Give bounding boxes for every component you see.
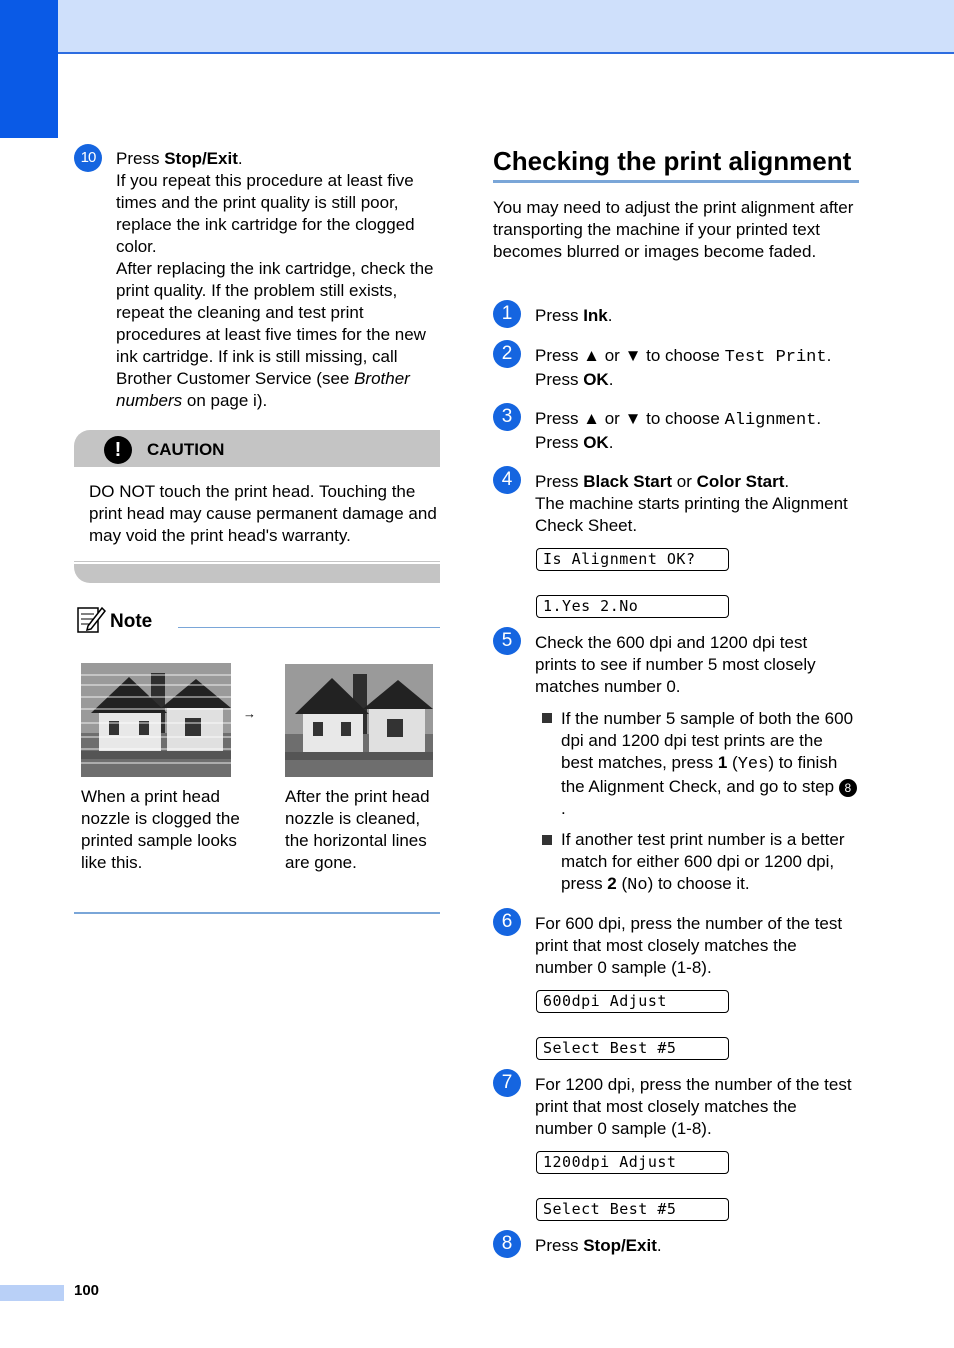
step-10-badge: 10 [74, 144, 102, 172]
caption-cleaned: After the print head nozzle is cleaned, the horizontal lines are gone. [285, 787, 430, 872]
caution-footer-bar [74, 564, 440, 583]
step-6-badge: 6 [493, 908, 521, 936]
footer-tab [0, 1285, 64, 1301]
note-end-rule [74, 912, 440, 914]
bullet-square-icon [542, 835, 552, 845]
section-heading: Checking the print alignment [493, 146, 852, 176]
step-8-text: Press Stop/Exit. [535, 1236, 662, 1255]
step-1-text: Press Ink. [535, 306, 613, 325]
step-7-badge: 7 [493, 1069, 521, 1097]
lcd-600dpi-select: Select Best #5 [536, 1037, 729, 1060]
caution-body: DO NOT touch the print head. Touching the print head may cause permanent damage and may void the print head's warranty. [89, 482, 437, 545]
lcd-yes-no: 1.Yes 2.No [536, 595, 729, 618]
step-3-text: Press ▲ or ▼ to choose Alignment. Press OK. [535, 409, 822, 452]
note-divider [178, 627, 440, 628]
step-3-badge: 3 [493, 403, 521, 431]
caption-clogged: When a print head nozzle is clogged the printed sample looks like this. [81, 787, 240, 872]
step-5-badge: 5 [493, 627, 521, 655]
note-pencil-icon [76, 604, 106, 634]
chapter-tab [0, 0, 58, 138]
lcd-1200dpi-select: Select Best #5 [536, 1198, 729, 1221]
note-title: Note [110, 611, 153, 632]
step-5-bullet-1: If the number 5 sample of both the 600 dpi and 1200 dpi test prints are the best matches, press 1 (Yes) to finish the Alignment Check, and go to step 8. [561, 708, 859, 820]
step-1-badge: 1 [493, 300, 521, 328]
step-5-bullet-2: If another test print number is a better match for either 600 dpi or 1200 dpi, press 2 (No) to choose it. [561, 830, 845, 895]
step-2-badge: 2 [493, 340, 521, 368]
caution-title: CAUTION [147, 440, 225, 459]
step-4-text: Press Black Start or Color Start. The machine starts printing the Alignment Check Sheet. [535, 472, 848, 535]
note-arrow: → [243, 706, 256, 721]
lcd-alignment-ok: Is Alignment OK? [536, 548, 729, 571]
warning-icon: ! [104, 436, 132, 464]
step-8-ref-icon: 8 [839, 779, 857, 797]
intro-text: You may need to adjust the print alignment after transporting the machine if your printed text becomes blurred or images become faded. [493, 198, 854, 261]
step-7-text: For 1200 dpi, press the number of the test print that most closely matches the number 0 sample (1-8). [535, 1075, 852, 1138]
step-10-text: Press Stop/Exit. If you repeat this procedure at least five times and the print quality is still poor, replace the ink cartridge for the clogged color. After replacing the ink cartridge, check the print quality. If the problem still exists, repeat the cleaning and test print procedures at least five times for the new ink cartridge. If ink is still missing, call Brother Customer Service (see Brother numbers on page i). [116, 148, 440, 412]
header-band [0, 0, 954, 54]
bullet-square-icon [542, 713, 552, 723]
step-10-para1: If you repeat this procedure at least five times and the print quality is still poor, replace the ink cartridge for the clogged color. [116, 171, 415, 256]
heading-underline [493, 180, 859, 183]
step-2-text: Press ▲ or ▼ to choose Test Print. Press OK. [535, 346, 832, 389]
caution-divider [74, 561, 440, 562]
lcd-1200dpi-adjust: 1200dpi Adjust [536, 1151, 729, 1174]
house-photo-clogged [81, 663, 231, 777]
step-10-para2: After replacing the ink cartridge, check the print quality. If the problem still exists, repeat the cleaning and test print procedures at least five times for the new ink cartridge. If ink is still missing, call Brother Customer Service (see Brother numbers on page i). [116, 259, 434, 410]
step-8-badge: 8 [493, 1230, 521, 1258]
page-number: 100 [74, 1282, 100, 1299]
step-5-text: Check the 600 dpi and 1200 dpi test prints to see if number 5 most closely matches number 0. [535, 633, 816, 696]
house-photo-cleaned [285, 664, 433, 777]
step-6-text: For 600 dpi, press the number of the test print that most closely matches the number 0 sample (1-8). [535, 914, 843, 977]
lcd-600dpi-adjust: 600dpi Adjust [536, 990, 729, 1013]
step-4-badge: 4 [493, 466, 521, 494]
